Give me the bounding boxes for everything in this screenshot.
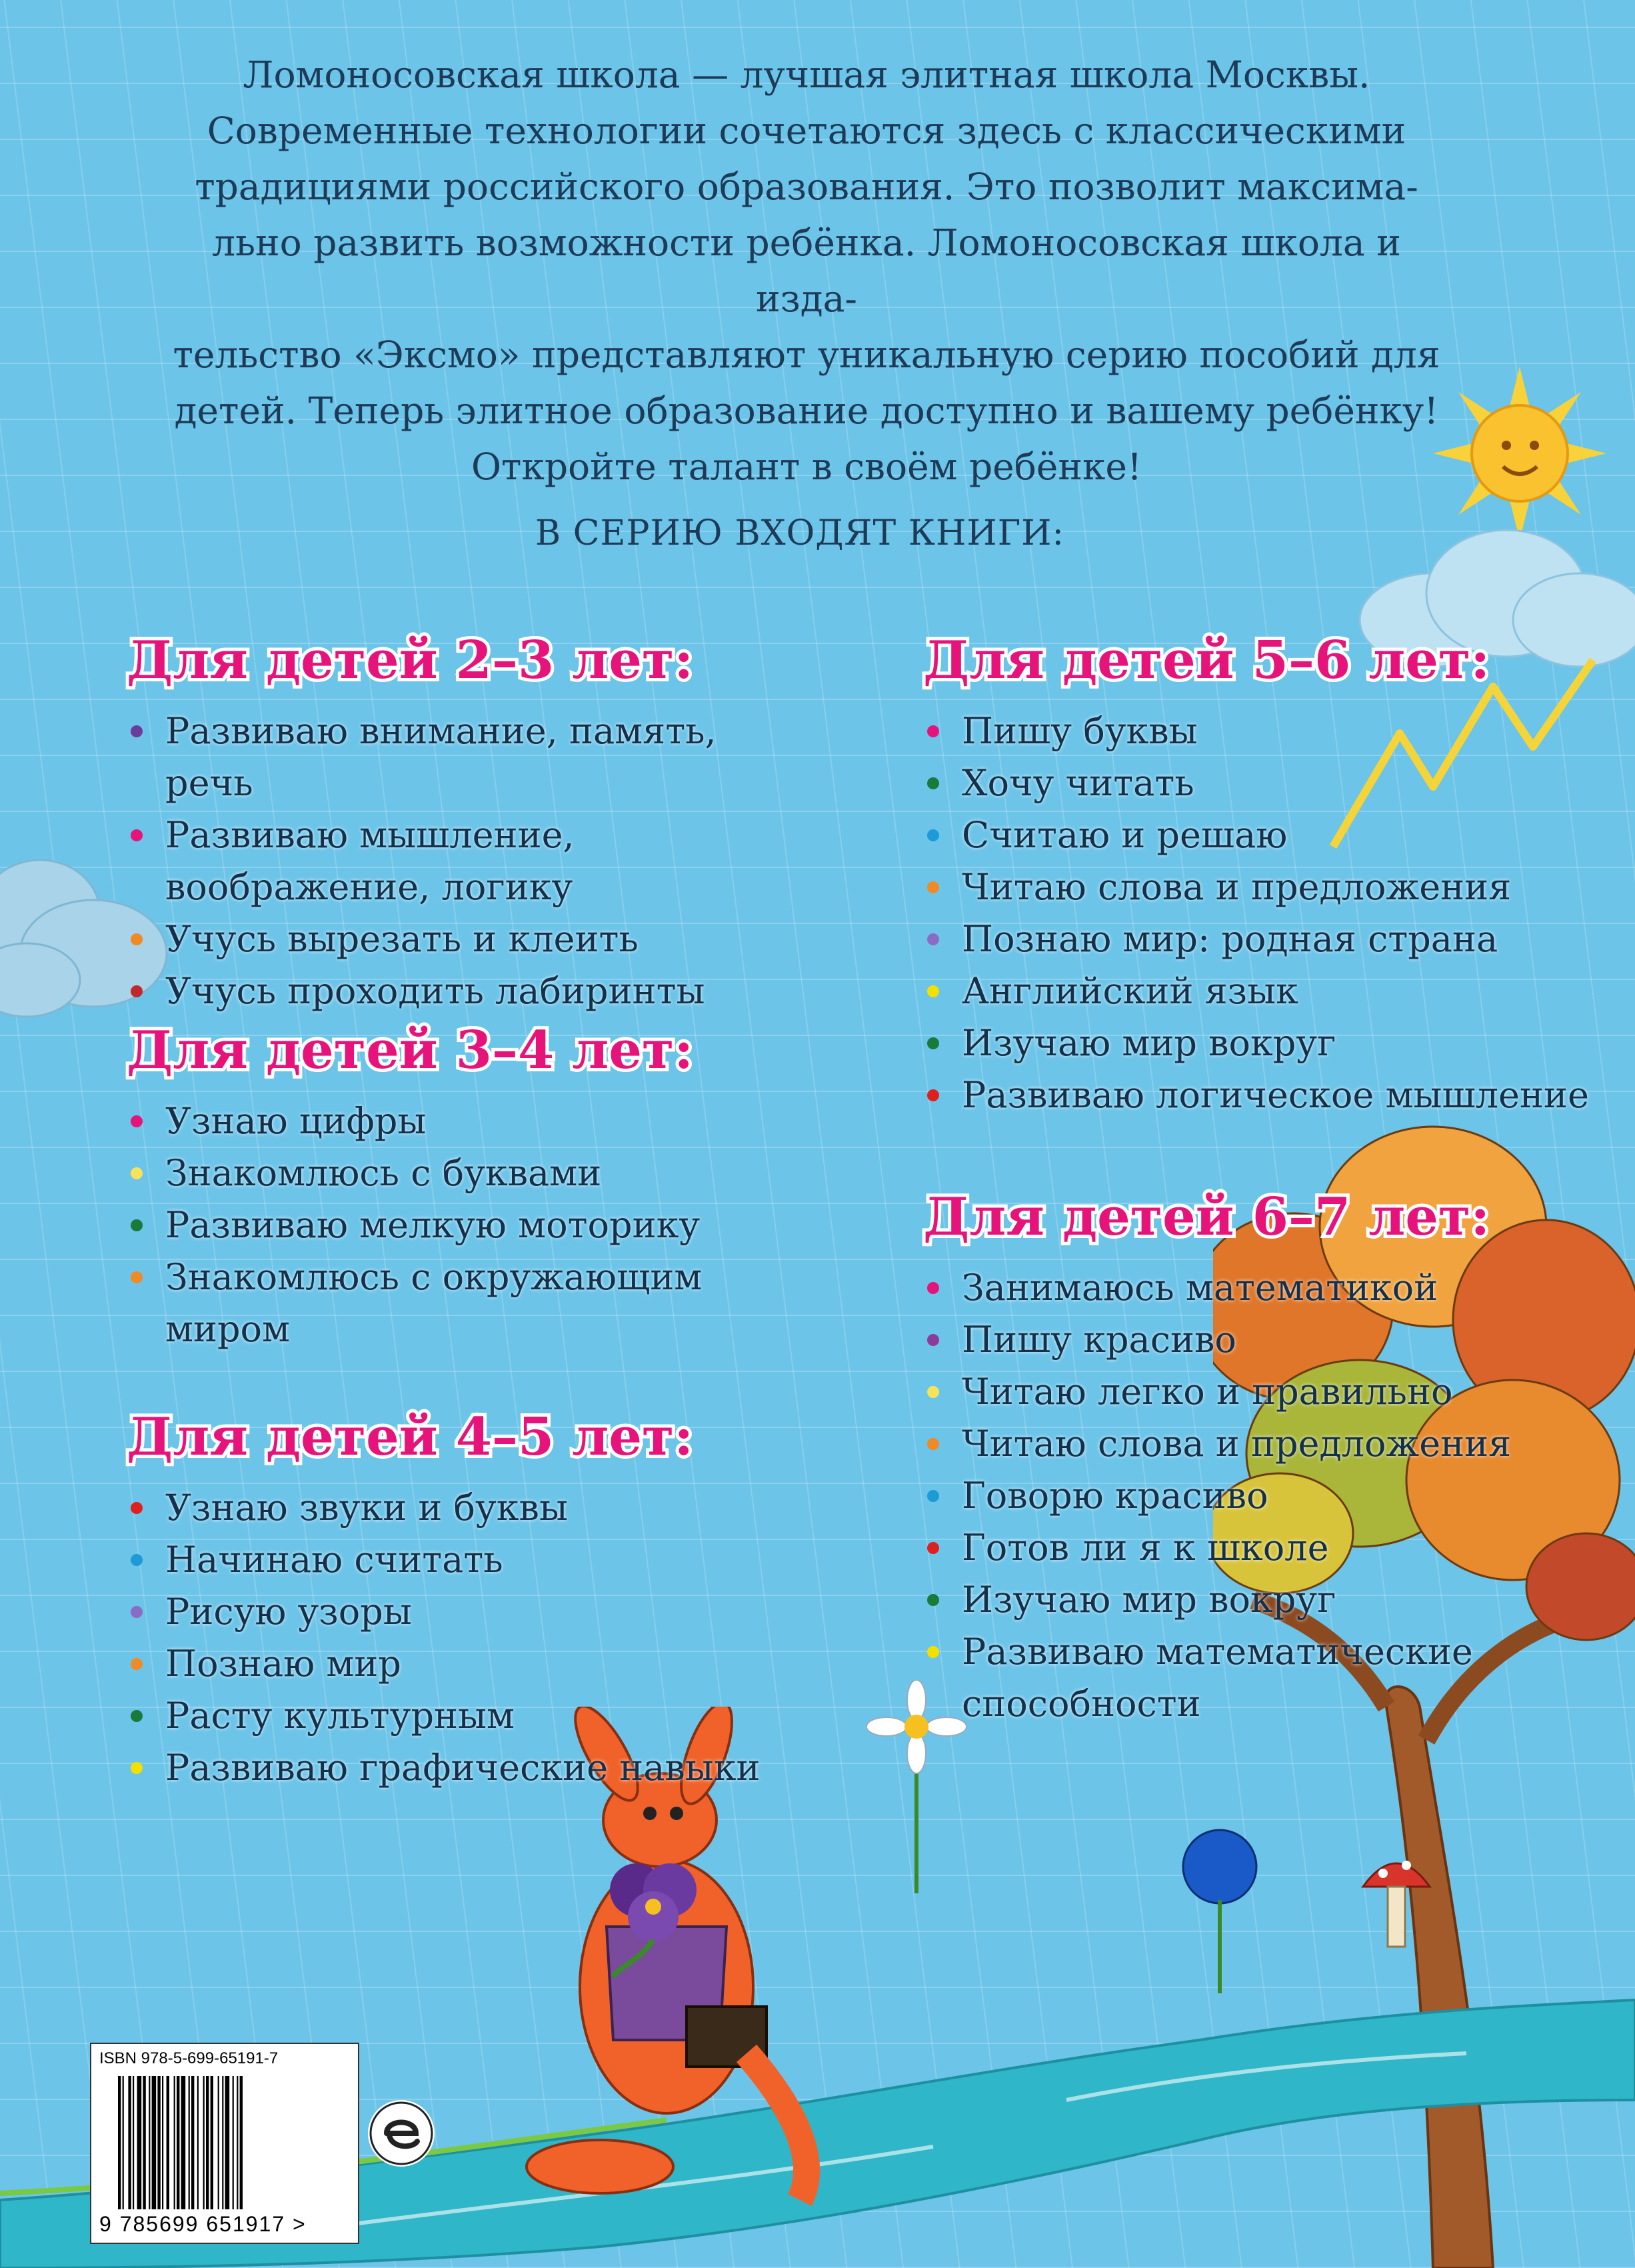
book-list-item: [923, 1069, 1590, 1121]
bullet-icon: [927, 933, 939, 945]
book-title: Начинаю считать: [165, 1539, 503, 1581]
book-list-item: [127, 1095, 793, 1147]
book-title: Английский язык: [962, 970, 1298, 1012]
intro-line: тельство «Эксмо» представляют уникальную серию пособий для: [173, 333, 1440, 376]
book-list-item: [127, 1534, 793, 1586]
age-group-heading: Для детей 4–5 лет:: [127, 1407, 694, 1467]
book-title: Хочу читать: [962, 762, 1194, 804]
bullet-icon: [927, 725, 939, 737]
bullet-icon: [131, 933, 143, 945]
book-title: Узнаю цифры: [165, 1100, 427, 1142]
pansy-illustration: [600, 1853, 707, 1980]
book-title: Изучаю мир вокруг: [962, 1022, 1336, 1064]
book-title: Считаю и решаю: [962, 814, 1288, 856]
book-title: Развиваю математические способности: [962, 1631, 1473, 1725]
book-list: [127, 1095, 793, 1355]
age-group-5-6: [923, 630, 1590, 1121]
age-group-heading: Для детей 5–6 лет:: [923, 630, 1490, 691]
book-title: Готов ли я к школе: [962, 1527, 1329, 1569]
book-title: Узнаю звуки и буквы: [165, 1487, 568, 1529]
book-list-item: [923, 809, 1590, 861]
book-title: Расту культурным: [165, 1695, 515, 1737]
bullet-icon: [927, 1594, 939, 1606]
book-list-item: [923, 965, 1590, 1017]
bullet-icon: [131, 1115, 143, 1127]
bullet-icon: [927, 1334, 939, 1346]
bullet-icon: [927, 985, 939, 997]
series-title: В СЕРИЮ ВХОДЯТ КНИГИ:: [535, 513, 1064, 553]
bullet-icon: [927, 1282, 939, 1294]
book-title: Знакомлюсь с буквами: [165, 1152, 602, 1194]
intro-line: льно развить возможности ребёнка. Ломоносовская школа и изда-: [212, 221, 1401, 320]
book-list-item: [127, 1147, 793, 1199]
book-title: Говорю красиво: [962, 1475, 1268, 1517]
book-title: Учусь вырезать и клеить: [165, 918, 639, 960]
age-group-2-3: [127, 630, 793, 1017]
intro-line: Откройте талант в своём ребёнке!: [471, 445, 1142, 488]
bullet-icon: [927, 1037, 939, 1049]
book-list-item: [127, 1742, 793, 1794]
book-title: Учусь проходить лабиринты: [165, 970, 705, 1012]
cornflower-illustration: [1173, 1827, 1266, 1993]
mushroom-illustration: [1360, 1840, 1433, 1953]
age-group-heading: Для детей 3–4 лет:: [127, 1020, 694, 1081]
book-list-item: [127, 913, 793, 965]
book-title: Развиваю внимание, память, речь: [165, 710, 717, 804]
book-title: Изучаю мир вокруг: [962, 1579, 1336, 1621]
book-list-item: [923, 705, 1590, 757]
book-list-item: [127, 1199, 793, 1251]
bullet-icon: [131, 1554, 143, 1566]
bullet-icon: [927, 1386, 939, 1398]
book-list-item: [127, 809, 793, 913]
bullet-icon: [131, 725, 143, 737]
age-group-heading: Для детей 6–7 лет:: [923, 1187, 1490, 1247]
book-list-item: [923, 1626, 1590, 1730]
book-title: Пишу буквы: [962, 710, 1198, 752]
book-title: Читаю слова и предложения: [962, 866, 1512, 908]
book-title: Развиваю графические навыки: [165, 1747, 761, 1789]
book-list-item: [127, 705, 793, 809]
bullet-icon: [927, 777, 939, 789]
book-list: [127, 1482, 793, 1794]
bullet-icon: [927, 1542, 939, 1554]
bullet-icon: [131, 1762, 143, 1774]
book-title: Познаю мир: [165, 1643, 401, 1685]
book-title: Познаю мир: родная страна: [962, 918, 1498, 960]
bullet-icon: [131, 1710, 143, 1722]
isbn-barcode: [90, 2043, 359, 2244]
book-list-item: [127, 1251, 793, 1355]
book-title: Рисую узоры: [165, 1591, 412, 1633]
barcode-icon: [118, 2076, 338, 2209]
bullet-icon: [131, 1658, 143, 1670]
book-list-item: [923, 913, 1590, 965]
book-list-item: [923, 1017, 1590, 1069]
book-list-item: [923, 861, 1590, 913]
age-group-heading: Для детей 2–3 лет:: [127, 630, 694, 691]
book-title: Пишу красиво: [962, 1319, 1236, 1361]
book-title: Знакомлюсь с окружающим миром: [165, 1256, 703, 1350]
bullet-icon: [131, 1167, 143, 1179]
book-list-item: [127, 1482, 793, 1534]
book-list-item: [127, 1690, 793, 1742]
intro-line: традициями российского образования. Это позволит максима-: [195, 165, 1418, 208]
bullet-icon: [131, 1271, 143, 1283]
book-title: Развиваю логическое мышление: [962, 1074, 1589, 1116]
book-title: Развиваю мышление, воображение, логику: [165, 814, 575, 908]
bullet-icon: [131, 1219, 143, 1231]
book-title: Занимаюсь математикой: [962, 1267, 1438, 1309]
bullet-icon: [131, 1502, 143, 1514]
bullet-icon: [131, 1606, 143, 1618]
age-group-3-4: [127, 1020, 793, 1355]
intro-line: Современные технологии сочетаются здесь с классическими: [207, 109, 1406, 152]
book-title: Читаю легко и правильно: [962, 1371, 1453, 1413]
intro-paragraph: [160, 47, 1453, 495]
book-list-item: [127, 965, 793, 1017]
bullet-icon: [927, 1490, 939, 1502]
book-list: [923, 705, 1590, 1121]
bullet-icon: [131, 829, 143, 841]
book-list-item: [127, 1586, 793, 1638]
isbn-number: ISBN 978-5-699-65191-7: [99, 2049, 279, 2067]
bullet-icon: [927, 1438, 939, 1450]
book-list: [127, 705, 793, 1017]
book-list-item: [923, 1522, 1590, 1574]
book-title: Развиваю мелкую моторику: [165, 1204, 701, 1246]
book-list-item: [923, 1470, 1590, 1522]
book-list-item: [923, 1262, 1590, 1314]
book-list-item: [923, 1418, 1590, 1470]
book-list-item: [923, 1314, 1590, 1366]
age-group-4-5: [127, 1407, 793, 1794]
publisher-logo-icon: [368, 2100, 435, 2167]
bullet-icon: [927, 1646, 939, 1658]
book-title: Читаю слова и предложения: [962, 1423, 1512, 1465]
book-list-item: [923, 757, 1590, 809]
bullet-icon: [131, 985, 143, 997]
bullet-icon: [927, 1089, 939, 1101]
book-list-item: [923, 1574, 1590, 1626]
barcode-digits: 9 785699 651917 >: [99, 2212, 307, 2236]
intro-line: Ломоносовская школа — лучшая элитная школа Москвы.: [243, 53, 1370, 96]
age-group-6-7: [923, 1187, 1590, 1730]
book-list: [923, 1262, 1590, 1730]
sun-illustration: [1433, 367, 1606, 540]
book-list-item: [923, 1366, 1590, 1418]
bullet-icon: [927, 829, 939, 841]
bullet-icon: [927, 881, 939, 893]
intro-line: детей. Теперь элитное образование доступно и вашему ребёнку!: [174, 389, 1439, 432]
book-list-item: [127, 1638, 793, 1690]
